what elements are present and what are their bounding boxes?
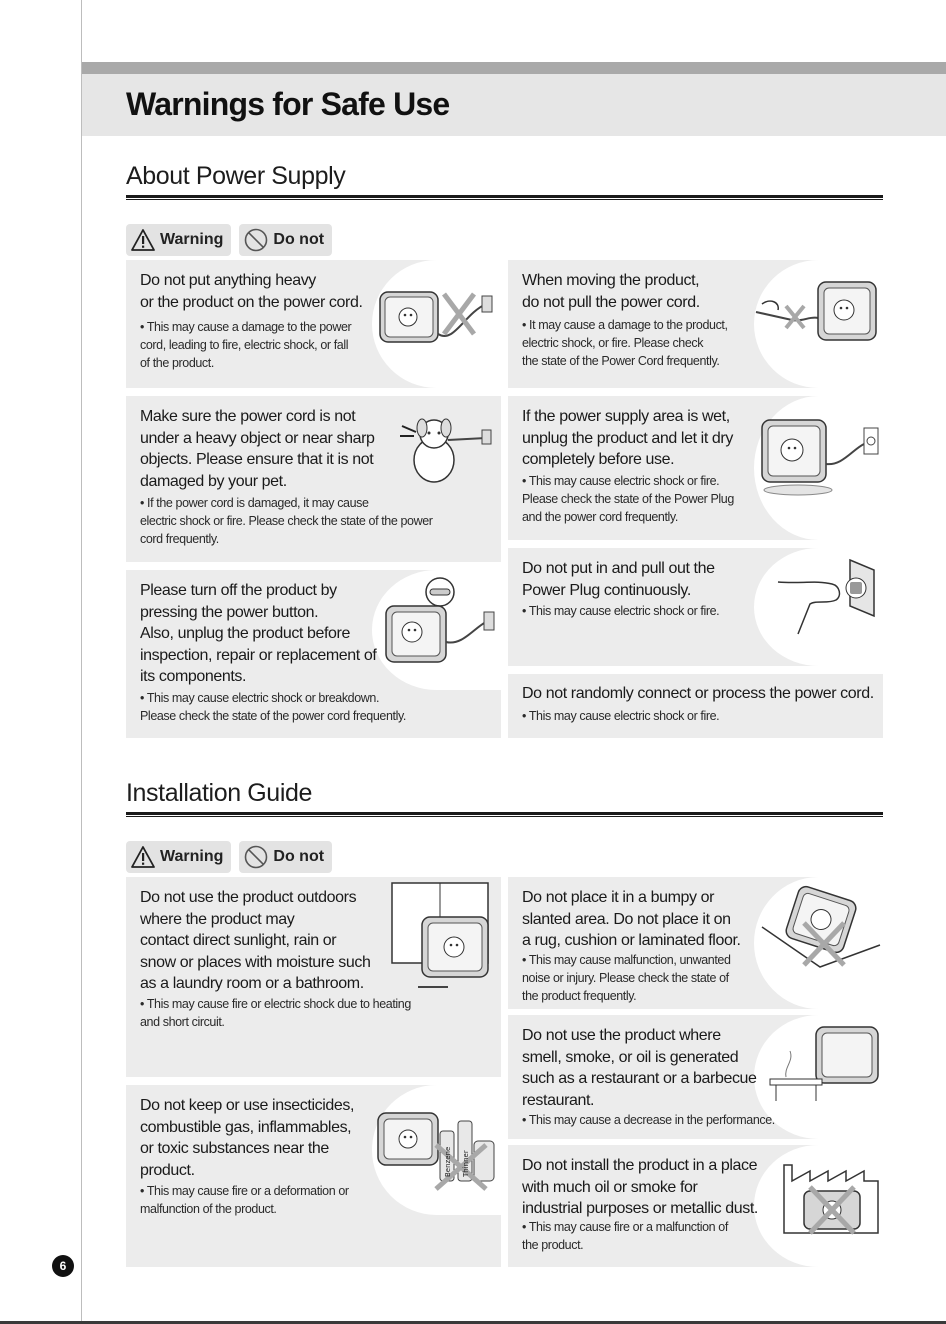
card-note: • This may cause fire or a malfunction of the product. — [522, 1220, 728, 1252]
card-note: • This may cause electric shock or fire. — [522, 604, 720, 618]
do-not-badge-label: Do not — [273, 231, 325, 248]
card-note: • This may cause electric shock or fire. — [522, 709, 720, 723]
card-heading: Make sure the power cord is not under a heavy object or near sharp objects. Please ensure that it is not damaged by your pet. — [140, 408, 375, 490]
card-note: • This may cause a damage to the power cord, leading to fire, electric shock, or fall of the product. — [140, 320, 352, 370]
card-heading: Do not put in and pull out the Power Plug continuously. — [522, 560, 715, 599]
card-note: • It may cause a damage to the product, electric shock, or fire. Please check the state of the Power Cord frequently. — [522, 318, 728, 368]
section-title-installation: Installation Guide — [126, 779, 312, 807]
card-heading: Do not install the product in a place with much oil or smoke for industrial purposes or metallic dust. — [522, 1157, 758, 1217]
do-not-badge-label: Do not — [273, 848, 325, 865]
prohibition-icon — [243, 227, 269, 253]
hand-plugging-icon — [770, 554, 880, 640]
card-industrial — [508, 1145, 883, 1267]
card-note: • If the power cord is damaged, it may cause electric shock or fire. Please check the state of the power cord frequently. — [140, 496, 433, 546]
section-title-power-supply: About Power Supply — [126, 162, 346, 190]
unplug-purifier-icon — [382, 576, 498, 680]
top-bar — [82, 62, 946, 74]
do-not-badge — [239, 224, 332, 256]
badge-row — [126, 841, 332, 873]
warning-triangle-icon — [130, 228, 156, 252]
card-moving-product — [508, 260, 883, 388]
tilted-purifier-icon — [760, 883, 882, 975]
card-cord-safety — [126, 396, 501, 562]
card-heavy-cord — [126, 260, 501, 388]
card-heading: Do not use the product outdoors where the product may contact direct sunlight, rain or snow or places with moisture such as a laundry room or a bathroom. — [140, 889, 371, 992]
card-insecticides — [126, 1085, 501, 1267]
warning-badge-label: Warning — [160, 848, 224, 865]
badge-row — [126, 224, 332, 256]
wet-outlet-icon — [758, 414, 882, 498]
card-heading: Please turn off the product by pressing the power button. Also, unplug the product before inspection, repair or replacement of its components. — [140, 582, 377, 685]
card-heading: Do not keep or use insecticides, combustible gas, inflammables, or toxic substances near the product. — [140, 1097, 354, 1179]
card-note: • This may cause malfunction, unwanted noise or injury. Please check the state of the product frequently. — [522, 953, 731, 1003]
card-heading: Do not use the product where smell, smoke, or oil is generated such as a restaurant or a barbecue restaurant. — [522, 1027, 757, 1109]
page-number: 6 — [52, 1255, 74, 1277]
card-heading: Do not put anything heavy or the product on the power cord. — [140, 272, 363, 311]
card-connect-cord — [508, 674, 883, 738]
card-heading: Do not randomly connect or process the power cord. — [522, 685, 874, 702]
benzene-label: Benzene — [444, 1146, 452, 1177]
thinner-label: Thinner — [462, 1150, 470, 1177]
binding-line — [81, 0, 82, 1324]
factory-icon — [770, 1151, 882, 1237]
card-turn-off — [126, 570, 501, 738]
do-not-badge — [239, 841, 332, 873]
card-smell-smoke — [508, 1015, 883, 1139]
card-note: • This may cause fire or electric shock due to heating and short circuit. — [140, 997, 411, 1029]
pulling-cord-icon — [752, 276, 882, 348]
cooking-smoke-icon — [766, 1021, 882, 1103]
window-outdoor-icon — [388, 881, 496, 991]
card-plug-continuously — [508, 548, 883, 666]
card-heading: Do not place it in a bumpy or slanted area. Do not place it on a rug, cushion or laminated floor. — [522, 889, 741, 949]
purifier-on-cord-icon — [374, 274, 496, 374]
page-title: Warnings for Safe Use — [126, 86, 450, 122]
dog-chewing-cord-icon — [394, 410, 494, 490]
warning-triangle-icon — [130, 845, 156, 869]
warning-badge — [126, 841, 231, 873]
card-note: • This may cause electric shock or breakdown. Please check the state of the power cord frequently. — [140, 691, 406, 723]
warning-badge — [126, 224, 231, 256]
chemicals-near-purifier-icon — [374, 1091, 500, 1191]
section-rule — [126, 812, 883, 817]
card-outdoors — [126, 877, 501, 1077]
card-note: • This may cause fire or a deformation or malfunction of the product. — [140, 1184, 349, 1216]
card-heading: If the power supply area is wet, unplug the product and let it dry completely before use. — [522, 408, 733, 468]
warning-badge-label: Warning — [160, 231, 224, 248]
card-bumpy-area — [508, 877, 883, 1009]
section-rule — [126, 195, 883, 200]
prohibition-icon — [243, 844, 269, 870]
card-note: • This may cause electric shock or fire. Please check the state of the Power Plug and the power cord frequently. — [522, 474, 734, 524]
card-wet-area — [508, 396, 883, 540]
card-heading: When moving the product, do not pull the power cord. — [522, 272, 700, 311]
card-note: • This may cause a decrease in the performance. — [522, 1113, 775, 1127]
